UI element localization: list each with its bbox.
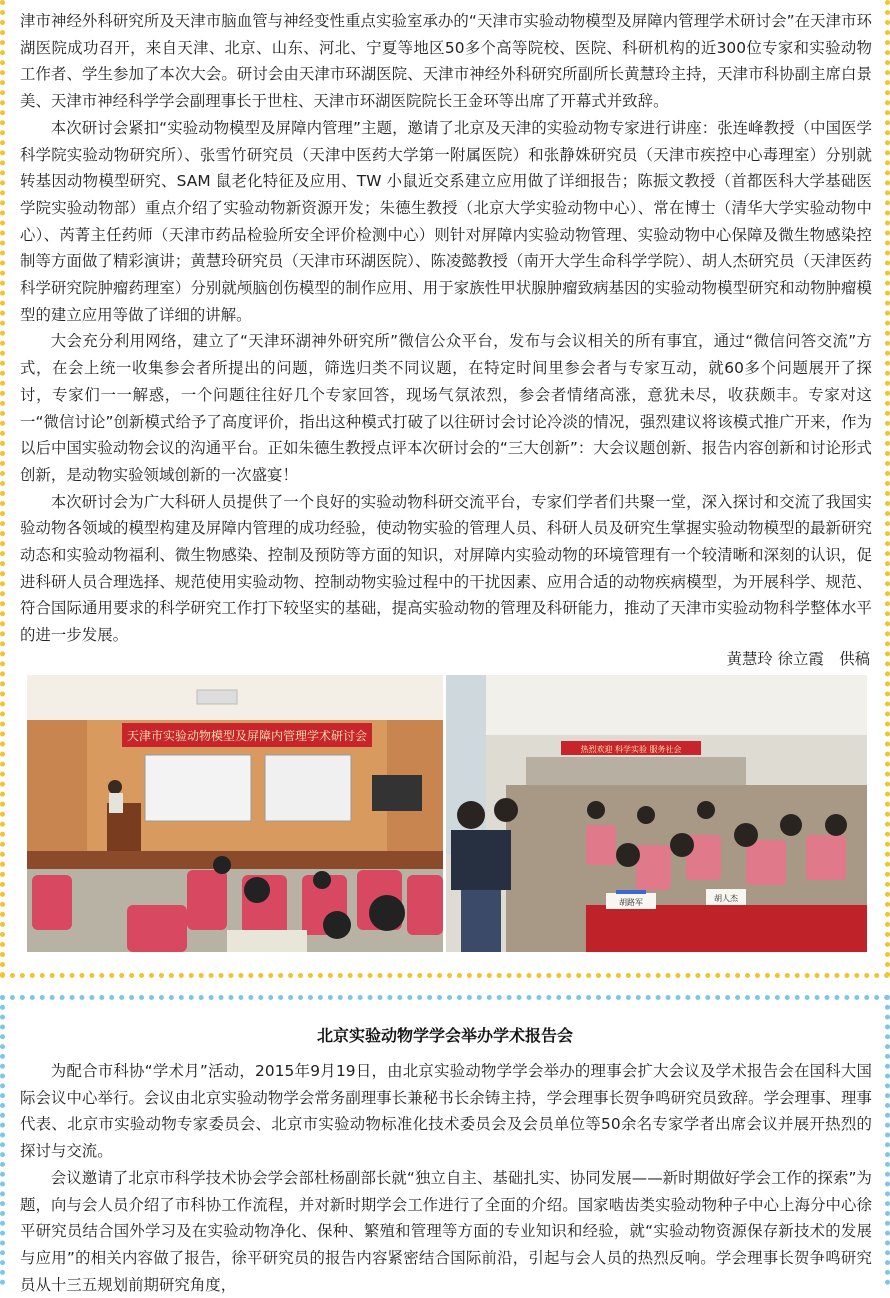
article1-body — [20, 8, 872, 649]
conference-photo-audience — [446, 675, 867, 952]
article2-paragraph: 会议邀请了北京市科学技术协会学会部杜杨副部长就“独立自主、基础扎实、协同发展——新时期做好学会工作的探索”为题，向与会人员介绍了市科协工作流程，并对新时期学会工作进行了全面的介绍。国家啮齿类实验动物种子中心上海分中心徐平研究员结合国外学习及在实验动物净化、保种、繁殖和管理等方面的专业知识和经验，就“实验动物资源保存新技术的发展与应用”的相关内容做了报告，徐平研究员的报告内容紧密结合国际前沿，引起与会人员的热烈反响。学会理事长贺争鸣研究员从十三五规划前期研究角度， — [20, 1168, 872, 1294]
article1-paragraph: 大会充分利用网络，建立了“天津环湖神外研究所”微信公众平台，发布与会议相关的所有事宜，通过“微信问答交流”方式，在会上统一收集参会者所提出的问题，筛选归类不同议题，在特定时间里参会者与专家互动，就60多个问题展开了探讨，专家们一一解惑，一个问题往往好几个专家回答，现场气氛浓烈，参会者情绪高涨，意犹未尽，收获颇丰。专家对这一“微信讨论”创新模式给予了高度评价，指出这种模式打破了以往研讨会讨论冷淡的情况，强烈建议将该模式推广开来，作为以后中国实验动物会议的沟通平台。正如朱德生教授点评本次研讨会的“三大创新”：大会议题创新、报告内容创新和讨论形式创新，是动物实验领域创新的一次盛宴！ — [20, 332, 872, 484]
photo1-banner-text: 天津市实验动物模型及屏障内管理学术研讨会 — [126, 729, 368, 743]
conference-photo-audience-image — [446, 675, 867, 952]
conference-photo-speaker — [27, 675, 443, 952]
article1-signature: 黄慧玲 徐立霞 供稿 — [726, 650, 870, 668]
photo2-nameplate-left: 胡路军 — [619, 898, 643, 907]
article2-paragraph: 为配合市科协“学术月”活动，2015年9月19日，由北京实验动物学学会举办的理事会扩大会议及学术报告会在国科大国际会议中心举行。会议由北京实验动物学会常务副理事长兼秘书长余铸主持，学会理事长贺争鸣研究员致辞。学会理事、理事代表、北京市实验动物专家委员会、北京市实验动物标准化技术委员会及会员单位等50余名专家学者出席会议并展开热烈的探讨与交流。 — [20, 1062, 872, 1161]
photo2-nameplate-mid: 胡人杰 — [714, 894, 738, 903]
photo2-banner-text: 热烈欢迎 科学实验 服务社会 — [580, 745, 682, 754]
article2-body — [20, 1058, 872, 1298]
article1-paragraph: 津市神经外科研究所及天津市脑血管与神经变性重点实验室承办的“天津市实验动物模型及屏障内管理学术研讨会”在天津市环湖医院成功召开，来自天津、北京、山东、河北、宁夏等地区50多个高等院校、医院、科研机构的近300位专家和实验动物工作者、学生参加了本次大会。研讨会由天津市环湖医院、天津市神经外科研究所副所长黄慧玲主持，天津市科协副主席白景美、天津市神经科学学会副理事长于世柱、天津市环湖医院院长王金环等出席了开幕式并致辞。 — [20, 12, 872, 111]
article1-paragraph: 本次研讨会为广大科研人员提供了一个良好的实验动物科研交流平台，专家们学者们共聚一堂，深入探讨和交流了我国实验动物各领域的模型构建及屏障内管理的成功经验，使动物实验的管理人员、科研人员及研究生掌握实验动物模型的最新研究动态和实验动物福利、微生物感染、控制及预防等方面的知识，对屏障内实验动物的环境管理有一个较清晰和深刻的认识，促进科研人员合理选择、规范使用实验动物、控制动物实验过程中的干扰因素、应用合适的动物疾病模型，为开展科学、规范、符合国际通用要求的科学研究工作打下较坚实的基础，提高实验动物的管理及科研能力，推动了天津市实验动物科学整体水平的进一步发展。 — [20, 492, 872, 645]
conference-photo-speaker-image — [27, 675, 443, 952]
article2-title: 北京实验动物学学会举办学术报告会 — [316, 1026, 573, 1045]
article1-paragraph: 本次研讨会紧扣“实验动物模型及屏障内管理”主题，邀请了北京及天津的实验动物专家进行讲座：张连峰教授（中国医学科学院实验动物研究所）、张雪竹研究员（天津中医药大学第一附属医院）和张静姝研究员（天津市疾控中心毒理室）分别就转基因动物模型研究、SAM 鼠老化特征及应用、TW 小鼠近交系建立应用做了详细报告；陈振文教授（首都医科大学基础医学院实验动物部）重点介绍了实验动物新资源开发；朱德生教授（北京大学实验动物中心）、常在博士（清华大学实验动物中心）、芮菁主任药师（天津市药品检验所安全评价检测中心）则针对屏障内实验动物管理、实验动物中心保障及微生物感染控制等方面做了精彩演讲；黄慧玲研究员（天津市环湖医院）、陈凌懿教授（南开大学生命科学学院）、胡人杰研究员（天津医药科学研究院肿瘤药理室）分别就颅脑创伤模型的制作应用、用于家族性甲状腺肿瘤致病基因的实验动物模型研究和动物肿瘤模型的建立应用等做了详细的讲解。 — [20, 118, 872, 324]
